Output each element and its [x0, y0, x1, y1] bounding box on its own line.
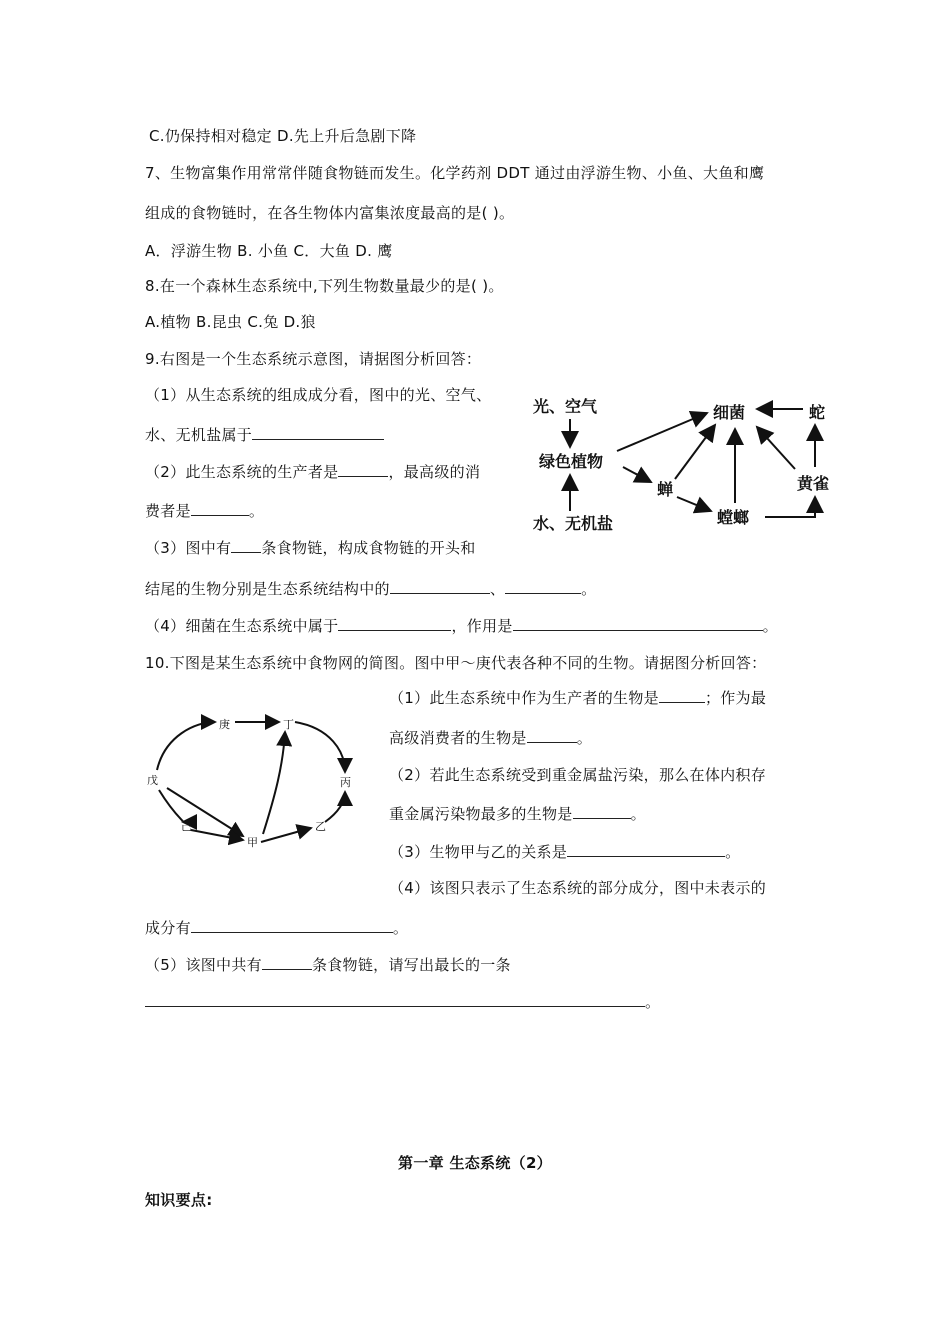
q9-answer-blank-2[interactable] — [338, 462, 388, 477]
q10-part2-label: 重金属污染物最多的生物是 — [389, 805, 573, 823]
node-ding: 丁 — [283, 718, 294, 731]
q9-ecosystem-diagram — [525, 385, 845, 545]
q10-part5-answer-tail: 。 — [645, 993, 661, 1011]
node-wu: 戊 — [147, 774, 158, 787]
q10-part1-line1 — [389, 688, 766, 708]
node-water-salt: 水、无机盐 — [533, 514, 614, 533]
q9-part4-mid: ，作用是 — [451, 617, 513, 635]
q10-part1b-label: 高级消费者的生物是 — [389, 729, 527, 747]
q9-part3-label: （3）图中有 — [145, 539, 232, 557]
q10-part2-tail: 。 — [630, 805, 646, 823]
q9-answer-blank-5[interactable] — [390, 579, 490, 594]
q10-answer-blank-5[interactable] — [191, 918, 393, 933]
node-light-air: 光、空气 — [533, 397, 598, 416]
node-bing: 丙 — [340, 776, 351, 789]
arrow-plant-to-cicada — [623, 467, 651, 482]
q9-part3-line2 — [145, 579, 596, 599]
knowledge-points-heading: 知识要点: — [145, 1191, 213, 1209]
q9-answer-blank-6[interactable] — [505, 579, 581, 594]
chapter-title: 第一章 生态系统（2） — [398, 1154, 552, 1172]
q9-intro: 9.右图是一个生态系统示意图，请据图分析回答： — [145, 350, 482, 368]
arrow-cicada-to-mantis — [677, 497, 711, 511]
arrow-ding-to-bing — [295, 722, 345, 772]
arrow-jia-to-yi — [261, 828, 311, 842]
q9-part1-line2 — [145, 425, 384, 445]
q10-part3-tail: 。 — [725, 843, 741, 861]
q9-part2-tail: ，最高级的消 — [388, 463, 481, 481]
q6-options: C.仍保持相对稳定 D.先上升后急剧下降 — [149, 127, 417, 145]
q10-part4-tail: 。 — [392, 919, 409, 937]
node-cicada: 蝉 — [657, 480, 674, 499]
q9-part3b-label: 结尾的生物分别是生态系统结构中的 — [145, 580, 390, 598]
q10-intro: 10.下图是某生态系统中食物网的简图。图中甲～庚代表各种不同的生物。请据图分析回答： — [145, 654, 767, 672]
q7-stem-line1: 7、生物富集作用常常伴随食物链而发生。化学药剂 DDT 通过由浮游生物、小鱼、大鱼和鹰 — [145, 164, 765, 182]
arrow-wu-to-geng — [157, 722, 215, 770]
q10-part1b-tail: 。 — [576, 729, 593, 747]
q9-part3b-tail: 。 — [581, 580, 597, 598]
q10-part4-label: 成分有 — [145, 919, 191, 937]
q9-answer-blank-1[interactable] — [252, 425, 384, 440]
q10-part5-tail: 条食物链，请写出最长的一条 — [311, 956, 511, 974]
node-yi: 乙 — [315, 820, 326, 833]
node-mantis: 螳螂 — [717, 508, 750, 527]
q10-answer-blank-3[interactable] — [573, 804, 631, 819]
q9-part1-line1: （1）从生态系统的组成成分看，图中的光、空气、 — [145, 386, 492, 404]
q10-answer-blank-7[interactable] — [145, 992, 645, 1007]
q10-part2-line1: （2）若此生态系统受到重金属盐污染，那么在体内积存 — [389, 766, 767, 784]
q9-answer-blank-7[interactable] — [338, 616, 451, 631]
arrow-yi-to-bing — [325, 792, 345, 822]
node-jia: 甲 — [247, 836, 258, 849]
q8-options: A.植物 B.昆虫 C.兔 D.狼 — [145, 313, 316, 331]
q9-part4-tail: 。 — [762, 617, 778, 635]
q7-options: A．浮游生物 B. 小鱼 C．大鱼 D. 鹰 — [145, 242, 393, 260]
q9-part3-tail: 条食物链，构成食物链的开头和 — [261, 539, 476, 557]
q10-part4-line1: （4）该图只表示了生态系统的部分成分，图中未表示的 — [389, 879, 767, 897]
q10-answer-blank-2[interactable] — [527, 728, 577, 743]
node-ji: 己 — [181, 820, 192, 833]
node-bacteria: 细菌 — [713, 403, 746, 422]
arrow-plant-to-bacteria — [617, 413, 707, 451]
arrow-jia-to-ding — [263, 732, 285, 834]
q10-food-web-diagram — [145, 706, 365, 866]
q9-part2-label: （2）此生态系统的生产者是 — [145, 463, 339, 481]
q9-part2b-tail: 。 — [248, 502, 265, 520]
q8-stem: 8.在一个森林生态系统中,下列生物数量最少的是( )。 — [145, 277, 504, 295]
arrow-cicada-to-bacteria — [675, 425, 715, 479]
q9-part2-line2 — [145, 501, 264, 521]
node-geng: 庚 — [219, 718, 230, 731]
q9-part4-label: （4）细菌在生态系统中属于 — [145, 617, 339, 635]
node-oriole: 黄雀 — [797, 474, 830, 493]
q9-part1-label: 水、无机盐属于 — [145, 426, 253, 444]
q10-part5-label: （5）该图中共有 — [145, 956, 262, 974]
q10-part3-label: （3）生物甲与乙的关系是 — [389, 843, 568, 861]
q9-answer-blank-3[interactable] — [191, 501, 249, 516]
q9-part3-line1 — [145, 538, 476, 558]
q10-answer-blank-6[interactable] — [262, 955, 312, 970]
q9-part2b-label: 费者是 — [145, 502, 191, 520]
q7-stem-line2: 组成的食物链时，在各生物体内富集浓度最高的是( )。 — [145, 204, 515, 222]
node-snake: 蛇 — [809, 403, 826, 422]
node-green-plant: 绿色植物 — [539, 452, 604, 471]
q10-part2-line2 — [389, 804, 646, 824]
q10-part5-answer — [145, 992, 660, 1012]
q10-answer-blank-1[interactable] — [659, 688, 705, 703]
q9-answer-blank-4[interactable] — [231, 538, 261, 553]
q10-part1-line2 — [389, 728, 592, 748]
q9-part2-line1 — [145, 462, 480, 482]
q10-part4-line2 — [145, 918, 408, 938]
q10-part1-tail: ；作为最 — [704, 689, 767, 707]
arrow-oriole-to-bacteria — [757, 427, 795, 469]
q10-part3 — [389, 842, 740, 862]
q10-part5 — [145, 955, 511, 975]
arrow-mantis-to-oriole — [765, 497, 815, 517]
q9-answer-blank-8[interactable] — [513, 616, 763, 631]
q10-part1-label: （1）此生态系统中作为生产者的生物是 — [389, 689, 659, 707]
q9-part3b-sep: 、 — [489, 580, 506, 598]
arrow-wu-to-jia — [167, 788, 243, 836]
q9-part4 — [145, 616, 778, 636]
q10-answer-blank-4[interactable] — [567, 842, 725, 857]
